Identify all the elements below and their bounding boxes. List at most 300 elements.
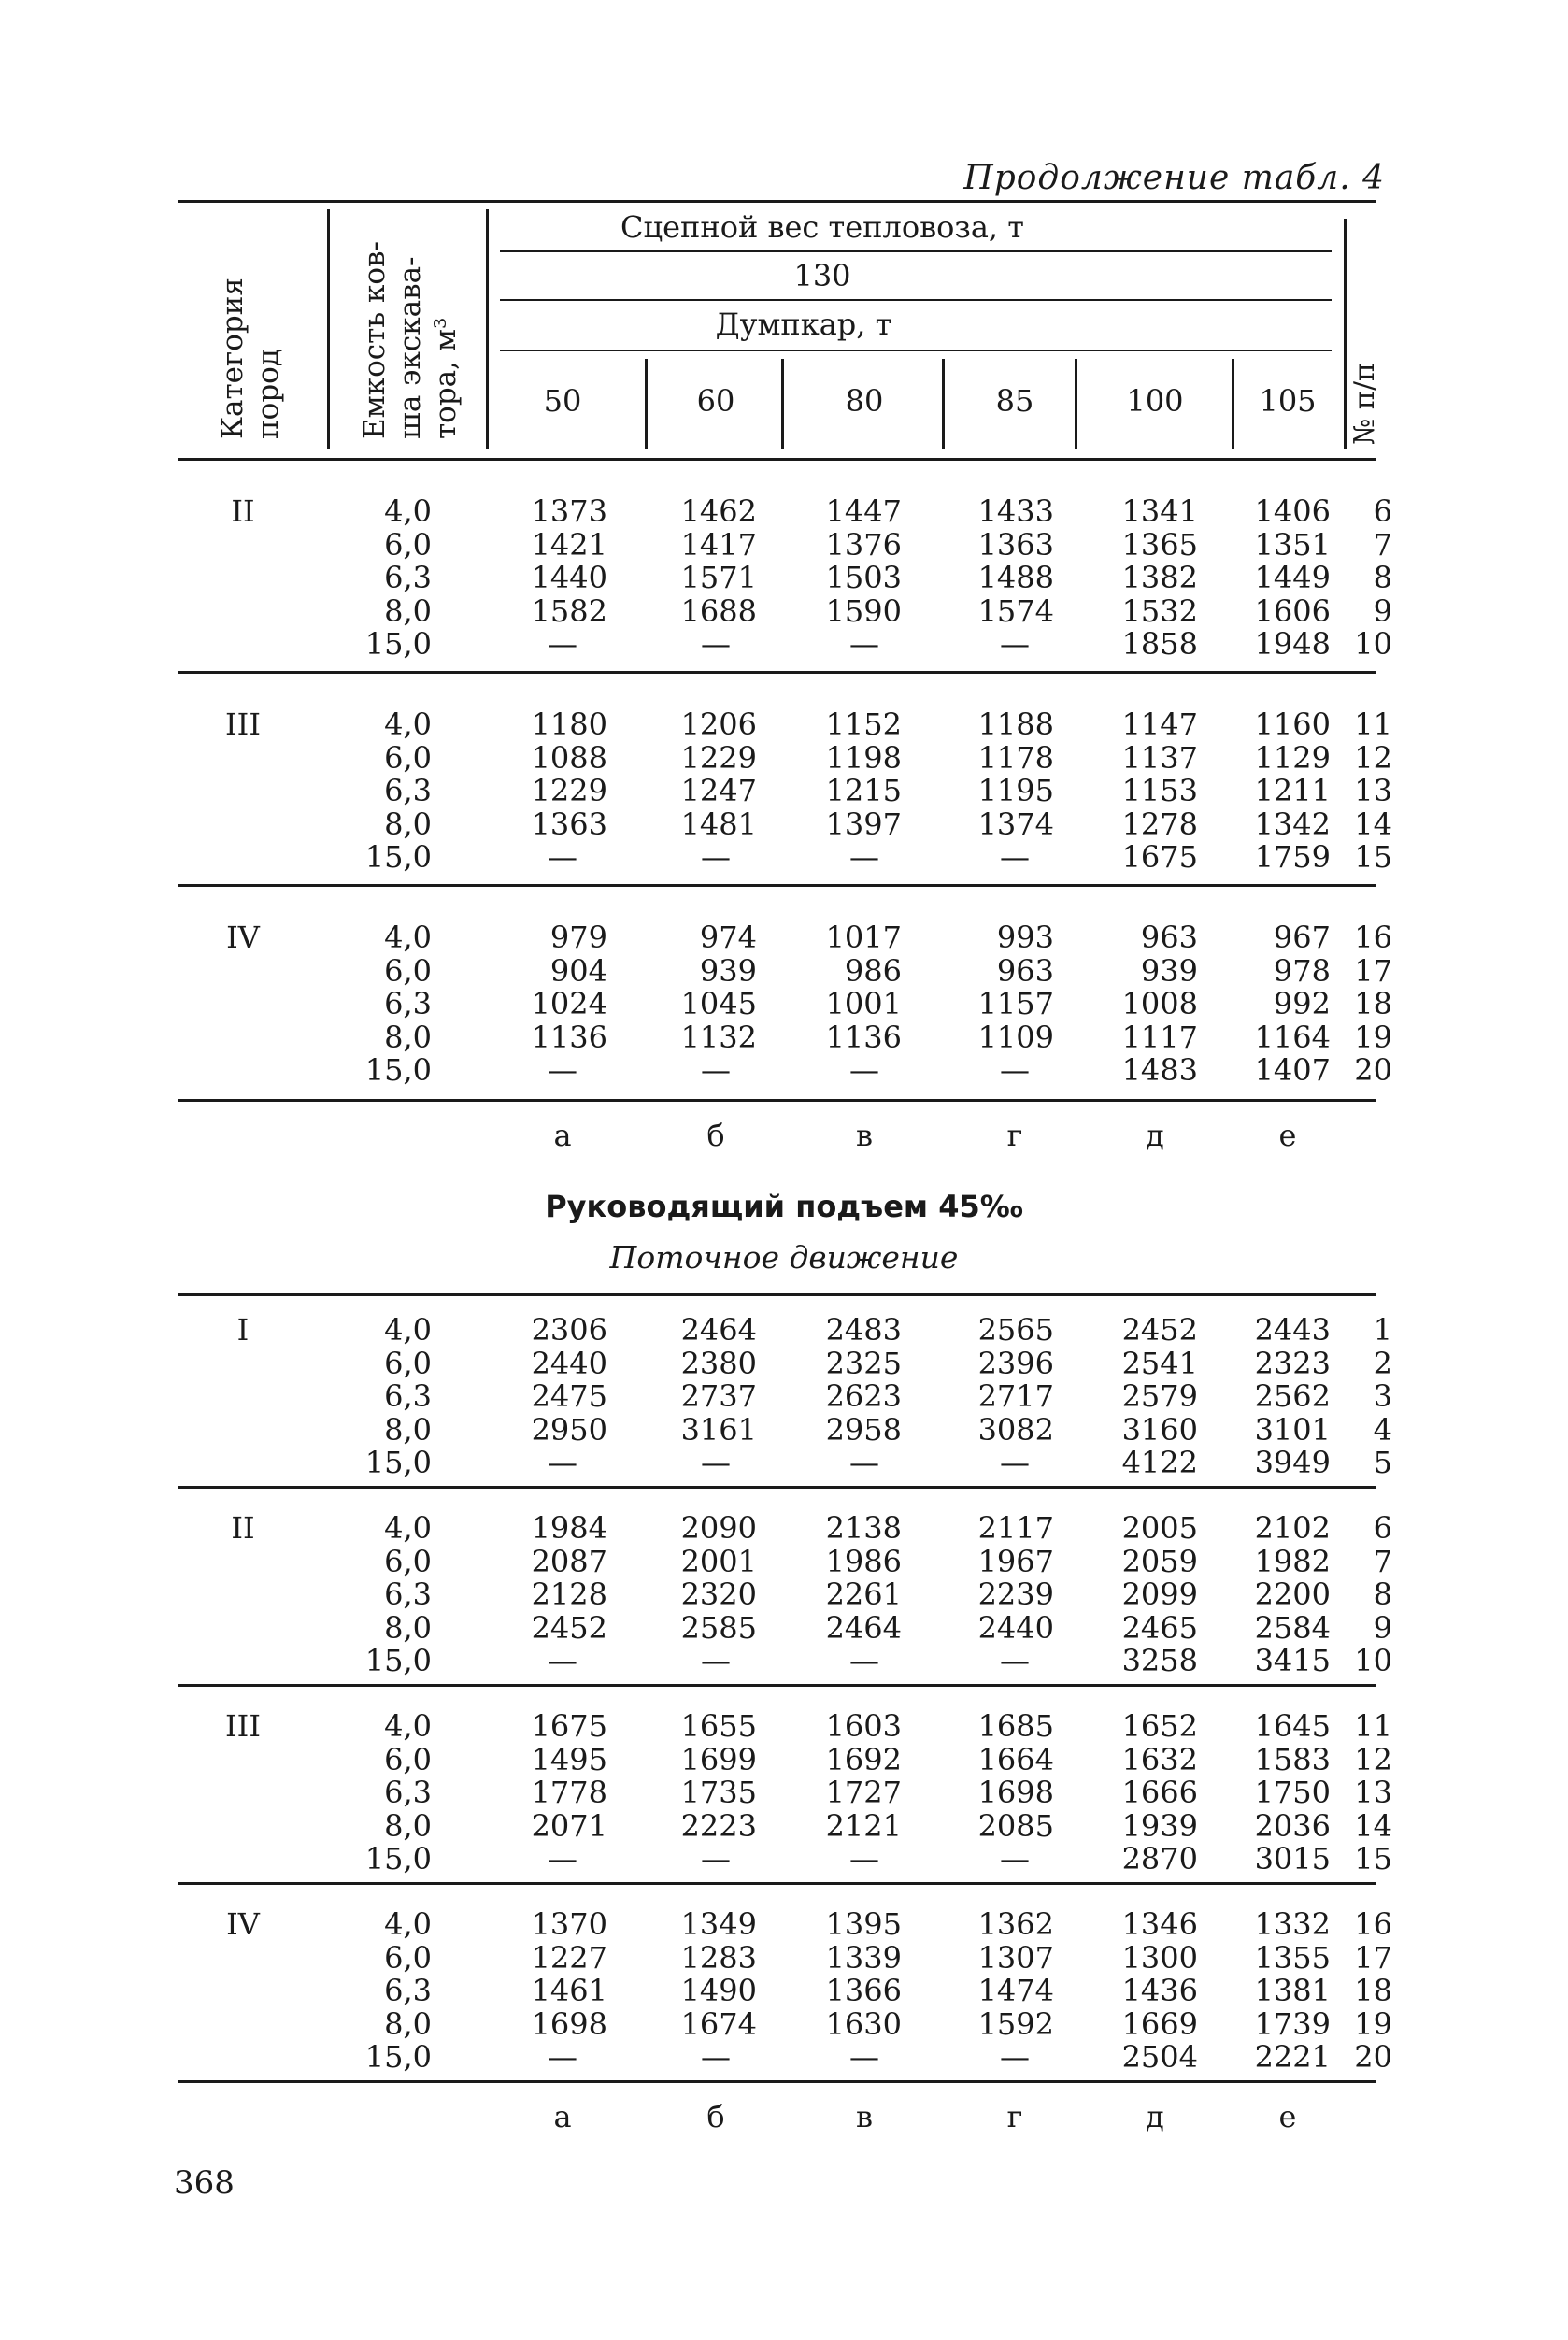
column-letter: б xyxy=(706,1118,725,1153)
row-number: 9 xyxy=(1373,1609,1392,1646)
bucket-capacity: 6,3 xyxy=(384,1378,432,1414)
table-cell: 963 xyxy=(1140,920,1198,955)
table-cell: 1229 xyxy=(531,773,607,808)
row-number: 20 xyxy=(1354,1052,1392,1088)
bucket-capacity: 8,0 xyxy=(384,806,432,842)
table-cell: 1346 xyxy=(1121,1906,1198,1942)
table-cell: 1180 xyxy=(531,706,607,742)
bucket-capacity: 15,0 xyxy=(364,1445,432,1480)
table-cell: 1363 xyxy=(531,806,607,842)
table-cell: 1178 xyxy=(977,739,1054,776)
row-number: 7 xyxy=(1373,1543,1392,1579)
bucket-capacity: 6,3 xyxy=(384,1577,432,1612)
bucket-capacity: 15,0 xyxy=(364,1643,432,1678)
bucket-capacity: 6,0 xyxy=(384,1543,432,1579)
table-cell: — xyxy=(849,626,879,662)
table-cell: 2320 xyxy=(680,1577,757,1612)
row-number: 3 xyxy=(1373,1378,1392,1414)
table-cell: 1136 xyxy=(825,1019,902,1055)
table-cell: 904 xyxy=(549,952,607,989)
table-cell: 2958 xyxy=(825,1411,902,1448)
dumpcar-col-60: 60 xyxy=(696,383,735,419)
table-cell: 1495 xyxy=(531,1741,607,1777)
bucket-capacity: 6,0 xyxy=(384,739,432,776)
table-cell: 1024 xyxy=(531,986,607,1021)
table-cell: — xyxy=(548,1052,577,1088)
table-cell: 939 xyxy=(1140,952,1198,989)
table-cell: 1685 xyxy=(977,1708,1054,1744)
table-cell: 1117 xyxy=(1121,1019,1198,1055)
column-letter: г xyxy=(1006,2099,1023,2134)
row-number: 16 xyxy=(1354,920,1392,955)
table-cell: 1195 xyxy=(977,773,1054,808)
header-divider-3 xyxy=(1344,219,1347,449)
table-cell: 1474 xyxy=(977,1973,1054,2008)
table-cell: 2464 xyxy=(825,1609,902,1646)
table-cell: 1152 xyxy=(825,706,902,742)
row-number-header: № п/п xyxy=(1348,362,1381,445)
table-cell: 1571 xyxy=(680,560,757,595)
row-number: 18 xyxy=(1354,1973,1392,2008)
table-cell: 1727 xyxy=(825,1775,902,1810)
table-cell: 1778 xyxy=(531,1775,607,1810)
table-cell: — xyxy=(548,2039,577,2075)
row-number: 1 xyxy=(1373,1312,1392,1348)
group-rule xyxy=(178,1099,1376,1102)
table-cell: 1655 xyxy=(680,1708,757,1744)
table-cell: 2440 xyxy=(977,1609,1054,1646)
table-cell: 2452 xyxy=(1121,1312,1198,1348)
table-cell: 3415 xyxy=(1254,1643,1331,1678)
table-cell: 1247 xyxy=(680,773,757,808)
category-label: II xyxy=(231,493,255,529)
table-cell: 1406 xyxy=(1254,493,1331,529)
header-bottom-rule xyxy=(178,458,1376,461)
table-cell: 1229 xyxy=(680,739,757,776)
table-cell: — xyxy=(849,1841,879,1876)
row-number: 13 xyxy=(1354,1775,1392,1810)
bucket-capacity: 6,0 xyxy=(384,952,432,989)
table-cell: 1967 xyxy=(977,1543,1054,1579)
column-letter: а xyxy=(553,1118,572,1153)
bucket-capacity: 4,0 xyxy=(384,1906,432,1942)
table-cell: 1397 xyxy=(825,806,902,842)
table-cell: 967 xyxy=(1273,920,1331,955)
traction-value-underline xyxy=(500,299,1332,301)
table-cell: 1211 xyxy=(1254,773,1331,808)
table-cell: 1503 xyxy=(825,560,902,595)
table-cell: 2396 xyxy=(977,1345,1054,1381)
table-cell: — xyxy=(701,626,731,662)
row-number: 17 xyxy=(1354,952,1392,989)
row-number: 14 xyxy=(1354,1807,1392,1844)
table-cell: 2325 xyxy=(825,1345,902,1381)
row-number: 9 xyxy=(1373,592,1392,629)
bucket-capacity: 4,0 xyxy=(384,1510,432,1546)
row-number: 10 xyxy=(1354,626,1392,662)
dumpcar-col-divider-1 xyxy=(645,359,648,449)
table-cell: 1986 xyxy=(825,1543,902,1579)
section-title: Руководящий подъем 45‰ xyxy=(545,1189,1023,1224)
table-cell: 1462 xyxy=(680,493,757,529)
table-cell: — xyxy=(701,1841,731,1876)
table-cell: 1365 xyxy=(1121,526,1198,563)
table-cell: 2071 xyxy=(531,1807,607,1844)
table-cell: 2036 xyxy=(1254,1807,1331,1844)
bucket-capacity: 4,0 xyxy=(384,920,432,955)
column-letter: в xyxy=(855,2099,873,2134)
group-rule xyxy=(178,884,1376,887)
category-label: IV xyxy=(226,1906,260,1942)
table-cell: 1283 xyxy=(680,1939,757,1976)
table-cell: — xyxy=(548,1841,577,1876)
table-cell: 1001 xyxy=(825,986,902,1021)
table-cell: 1583 xyxy=(1254,1741,1331,1777)
table-cell: 1858 xyxy=(1121,626,1198,662)
table-cell: 2128 xyxy=(531,1577,607,1612)
row-number: 18 xyxy=(1354,986,1392,1021)
table-cell: 1381 xyxy=(1254,1973,1331,2008)
table-cell: 3101 xyxy=(1254,1411,1331,1448)
table-cell: 1374 xyxy=(977,806,1054,842)
table-cell: 1666 xyxy=(1121,1775,1198,1810)
bucket-capacity: 4,0 xyxy=(384,706,432,742)
table-cell: 1759 xyxy=(1254,839,1331,875)
column-letter: г xyxy=(1006,1118,1023,1153)
table-cell: 1645 xyxy=(1254,1708,1331,1744)
table-cell: 2102 xyxy=(1254,1510,1331,1546)
bucket-capacity: 6,3 xyxy=(384,773,432,808)
column-letter: е xyxy=(1278,2099,1297,2134)
table-cell: 3258 xyxy=(1121,1643,1198,1678)
table-cell: 2261 xyxy=(825,1577,902,1612)
table-cell: 1739 xyxy=(1254,2005,1331,2042)
table-cell: 1045 xyxy=(680,986,757,1021)
table-cell: 1206 xyxy=(680,706,757,742)
bucket-capacity: 8,0 xyxy=(384,592,432,629)
table-cell: — xyxy=(701,1445,731,1480)
table-cell: 963 xyxy=(996,952,1054,989)
bucket-capacity: 8,0 xyxy=(384,1019,432,1055)
table-cell: 1370 xyxy=(531,1906,607,1942)
table-cell: 2562 xyxy=(1254,1378,1331,1414)
column-letter: б xyxy=(706,2099,725,2134)
row-number: 8 xyxy=(1373,560,1392,595)
row-number: 6 xyxy=(1373,493,1392,529)
table-cell: — xyxy=(701,2039,731,2075)
table-cell: 2623 xyxy=(825,1378,902,1414)
category-label: III xyxy=(225,1708,261,1744)
bucket-capacity: 15,0 xyxy=(364,1052,432,1088)
bucket-capacity: 6,0 xyxy=(384,1345,432,1381)
table-cell: 2464 xyxy=(680,1312,757,1348)
category-label: II xyxy=(231,1510,255,1546)
table-cell: 1129 xyxy=(1254,739,1331,776)
table-cell: 1157 xyxy=(977,986,1054,1021)
column-letter: е xyxy=(1278,1118,1297,1153)
group-rule xyxy=(178,1293,1376,1296)
table-cell: 2584 xyxy=(1254,1609,1331,1646)
table-cell: 1948 xyxy=(1254,626,1331,662)
table-cell: 1136 xyxy=(531,1019,607,1055)
table-cell: 2380 xyxy=(680,1345,757,1381)
table-cell: — xyxy=(1000,1841,1030,1876)
bucket-capacity: 15,0 xyxy=(364,1841,432,1876)
table-cell: 979 xyxy=(549,920,607,955)
dumpcar-col-105: 105 xyxy=(1259,383,1317,419)
dumpcar-col-divider-4 xyxy=(1075,359,1077,449)
table-cell: 1675 xyxy=(531,1708,607,1744)
dumpcar-col-80: 80 xyxy=(845,383,884,419)
dumpcar-col-divider-3 xyxy=(942,359,945,449)
table-cell: 1606 xyxy=(1254,592,1331,629)
table-cell: 1692 xyxy=(825,1741,902,1777)
table-cell: 1373 xyxy=(531,493,607,529)
table-cell: 1153 xyxy=(1121,773,1198,808)
dumpcar-col-100: 100 xyxy=(1126,383,1184,419)
table-cell: 1698 xyxy=(977,1775,1054,1810)
table-cell: 1982 xyxy=(1254,1543,1331,1579)
table-cell: 1984 xyxy=(531,1510,607,1546)
row-number: 6 xyxy=(1373,1510,1392,1546)
table-cell: 2737 xyxy=(680,1378,757,1414)
table-cell: 2121 xyxy=(825,1807,902,1844)
bucket-capacity: 6,0 xyxy=(384,526,432,563)
table-cell: 1137 xyxy=(1121,739,1198,776)
table-cell: 1632 xyxy=(1121,1741,1198,1777)
table-cell: 1669 xyxy=(1121,2005,1198,2042)
table-cell: — xyxy=(849,839,879,875)
traction-weight-header: Сцепной вес тепловоза, т xyxy=(620,209,1024,245)
table-cell: 2001 xyxy=(680,1543,757,1579)
table-cell: 1488 xyxy=(977,560,1054,595)
table-cell: 1363 xyxy=(977,526,1054,563)
table-cell: — xyxy=(849,1052,879,1088)
table-cell: 1483 xyxy=(1121,1052,1198,1088)
table-cell: 3015 xyxy=(1254,1841,1331,1876)
table-cell: 993 xyxy=(996,920,1054,955)
table-cell: 2221 xyxy=(1254,2039,1331,2075)
row-number: 16 xyxy=(1354,1906,1392,1942)
table-cell: 1735 xyxy=(680,1775,757,1810)
table-cell: 2579 xyxy=(1121,1378,1198,1414)
table-cell: 1433 xyxy=(977,493,1054,529)
table-cell: 2138 xyxy=(825,1510,902,1546)
table-cell: — xyxy=(701,1052,731,1088)
bucket-capacity: 6,3 xyxy=(384,1775,432,1810)
table-cell: 1532 xyxy=(1121,592,1198,629)
table-cell: 1652 xyxy=(1121,1708,1198,1744)
table-cell: 1349 xyxy=(680,1906,757,1942)
table-cell: 2117 xyxy=(977,1510,1054,1546)
bucket-capacity: 8,0 xyxy=(384,2005,432,2042)
table-cell: 1461 xyxy=(531,1973,607,2008)
table-cell: 1307 xyxy=(977,1939,1054,1976)
table-cell: 1132 xyxy=(680,1019,757,1055)
table-cell: 1088 xyxy=(531,739,607,776)
table-cell: 1341 xyxy=(1121,493,1198,529)
row-number: 14 xyxy=(1354,806,1392,842)
table-cell: 1147 xyxy=(1121,706,1198,742)
table-cell: 1421 xyxy=(531,526,607,563)
bucket-capacity: 6,3 xyxy=(384,986,432,1021)
category-label: IV xyxy=(226,920,260,955)
row-number: 8 xyxy=(1373,1577,1392,1612)
table-cell: — xyxy=(849,1643,879,1678)
table-cell: 1688 xyxy=(680,592,757,629)
table-cell: 1417 xyxy=(680,526,757,563)
table-cell: — xyxy=(1000,626,1030,662)
table-cell: 978 xyxy=(1273,952,1331,989)
table-cell: 1582 xyxy=(531,592,607,629)
table-cell: 1382 xyxy=(1121,560,1198,595)
table-cell: 1592 xyxy=(977,2005,1054,2042)
table-cell: 1332 xyxy=(1254,1906,1331,1942)
table-cell: 2090 xyxy=(680,1510,757,1546)
table-cell: — xyxy=(548,1445,577,1480)
table-cell: 1017 xyxy=(825,920,902,955)
table-cell: 1362 xyxy=(977,1906,1054,1942)
bucket-capacity: 15,0 xyxy=(364,626,432,662)
table-cell: 2541 xyxy=(1121,1345,1198,1381)
dumpcar-col-50: 50 xyxy=(543,383,582,419)
row-number: 12 xyxy=(1354,1741,1392,1777)
row-number: 4 xyxy=(1373,1411,1392,1448)
column-letter: в xyxy=(855,1118,873,1153)
table-cell: 2223 xyxy=(680,1807,757,1844)
dumpcar-underline xyxy=(500,350,1332,351)
table-cell: 1440 xyxy=(531,560,607,595)
table-cell: 1351 xyxy=(1254,526,1331,563)
bucket-capacity: 6,0 xyxy=(384,1939,432,1976)
column-letter: д xyxy=(1146,1118,1164,1153)
table-cell: 986 xyxy=(844,952,902,989)
bucket-capacity: 4,0 xyxy=(384,493,432,529)
table-cell: 2200 xyxy=(1254,1577,1331,1612)
table-cell: 1355 xyxy=(1254,1939,1331,1976)
table-cell: 2005 xyxy=(1121,1510,1198,1546)
row-number: 15 xyxy=(1354,839,1392,875)
row-number: 7 xyxy=(1373,526,1392,563)
table-cell: 2239 xyxy=(977,1577,1054,1612)
table-cell: — xyxy=(548,1643,577,1678)
table-top-rule xyxy=(178,200,1376,203)
table-cell: 1630 xyxy=(825,2005,902,2042)
table-cell: 992 xyxy=(1273,986,1331,1021)
dumpcar-header: Думпкар, т xyxy=(715,307,892,342)
bucket-capacity: 8,0 xyxy=(384,1609,432,1646)
table-cell: 1008 xyxy=(1121,986,1198,1021)
table-cell: 1188 xyxy=(977,706,1054,742)
dumpcar-col-85: 85 xyxy=(995,383,1034,419)
table-cell: 1366 xyxy=(825,1973,902,2008)
table-cell: 1603 xyxy=(825,1708,902,1744)
table-cell: 2085 xyxy=(977,1807,1054,1844)
table-cell: — xyxy=(701,1643,731,1678)
category-label: III xyxy=(225,706,261,742)
bucket-capacity: 6,3 xyxy=(384,1973,432,2008)
table-cell: — xyxy=(1000,1445,1030,1480)
table-cell: 3161 xyxy=(680,1411,757,1448)
table-cell: 3082 xyxy=(977,1411,1054,1448)
table-cell: 3160 xyxy=(1121,1411,1198,1448)
page-number: 368 xyxy=(174,2164,235,2202)
table-cell: 2504 xyxy=(1121,2039,1198,2075)
table-cell: 2443 xyxy=(1254,1312,1331,1348)
row-number: 5 xyxy=(1373,1445,1392,1480)
table-cell: — xyxy=(548,626,577,662)
group-rule xyxy=(178,2080,1376,2083)
bucket-capacity: 4,0 xyxy=(384,1708,432,1744)
table-cell: 1300 xyxy=(1121,1939,1198,1976)
group-rule xyxy=(178,1486,1376,1489)
table-cell: 1376 xyxy=(825,526,902,563)
group-rule xyxy=(178,671,1376,674)
dumpcar-col-divider-2 xyxy=(781,359,784,449)
table-cell: 2717 xyxy=(977,1378,1054,1414)
table-cell: 2950 xyxy=(531,1411,607,1448)
table-cell: 1675 xyxy=(1121,839,1198,875)
table-cell: 2306 xyxy=(531,1312,607,1348)
table-cell: 1436 xyxy=(1121,1973,1198,2008)
table-cell: 1447 xyxy=(825,493,902,529)
traction-underline xyxy=(500,250,1332,252)
row-number: 20 xyxy=(1354,2039,1392,2075)
table-cell: 1215 xyxy=(825,773,902,808)
table-cell: 2059 xyxy=(1121,1543,1198,1579)
table-cell: 2087 xyxy=(531,1543,607,1579)
table-cell: 2440 xyxy=(531,1345,607,1381)
table-cell: 2475 xyxy=(531,1378,607,1414)
table-cell: 2483 xyxy=(825,1312,902,1348)
header-divider-2 xyxy=(486,209,489,449)
table-cell: 1164 xyxy=(1254,1019,1331,1055)
bucket-capacity: 4,0 xyxy=(384,1312,432,1348)
table-cell: — xyxy=(1000,839,1030,875)
table-cell: 1664 xyxy=(977,1741,1054,1777)
column-letter: а xyxy=(553,2099,572,2134)
table-cell: 1227 xyxy=(531,1939,607,1976)
table-cell: 1674 xyxy=(680,2005,757,2042)
table-cell: 1109 xyxy=(977,1019,1054,1055)
table-cell: 2465 xyxy=(1121,1609,1198,1646)
row-number: 19 xyxy=(1354,2005,1392,2042)
table-cell: — xyxy=(548,839,577,875)
table-cell: — xyxy=(1000,1052,1030,1088)
row-number: 17 xyxy=(1354,1939,1392,1976)
table-cell: 2323 xyxy=(1254,1345,1331,1381)
row-number: 10 xyxy=(1354,1643,1392,1678)
table-cell: — xyxy=(849,2039,879,2075)
bucket-capacity: 6,3 xyxy=(384,560,432,595)
table-cell: 974 xyxy=(699,920,757,955)
table-cell: 1939 xyxy=(1121,1807,1198,1844)
row-number: 11 xyxy=(1354,706,1392,742)
table-cell: 1395 xyxy=(825,1906,902,1942)
table-cell: 3949 xyxy=(1254,1445,1331,1480)
group-rule xyxy=(178,1882,1376,1885)
table-cell: — xyxy=(1000,1643,1030,1678)
bucket-capacity: 15,0 xyxy=(364,2039,432,2075)
row-number: 13 xyxy=(1354,773,1392,808)
continuation-caption: Продолжение табл. 4 xyxy=(963,159,1385,197)
group-rule xyxy=(178,1684,1376,1687)
table-cell: 1342 xyxy=(1254,806,1331,842)
table-cell: 2870 xyxy=(1121,1841,1198,1876)
section-subtitle: Поточное движение xyxy=(609,1239,959,1276)
category-label: I xyxy=(236,1312,249,1348)
table-cell: 1698 xyxy=(531,2005,607,2042)
